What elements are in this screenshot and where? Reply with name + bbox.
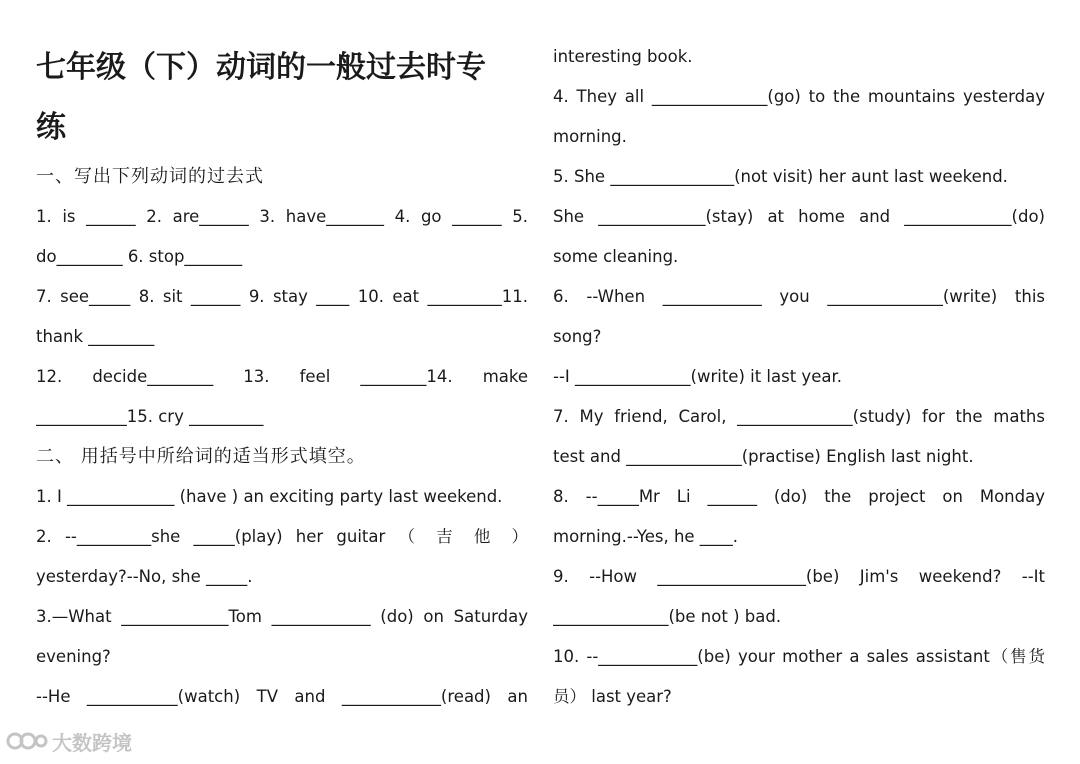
exercise-line: 8. --_____Mr Li ______ (do) the project on Monday [553,487,1045,506]
exercise-line: 1. I _____________ (have ) an exciting party last weekend. [36,487,503,506]
exercise-line: interesting book. [553,47,693,66]
exercise-line: 2. --_________she _____(play) her guitar （ 吉 他 ） [36,527,528,546]
exercise-line: morning.--Yes, he ____. [553,527,739,546]
exercise-line: do________ 6. stop_______ [36,247,243,266]
exercise-line: 12. decide________ 13. feel ________14. make [36,367,528,386]
exercise-line: some cleaning. [553,247,679,266]
exercise-line: --He ___________(watch) TV and ____________(read) an [36,687,528,706]
exercise-line: 员） last year? [553,687,672,706]
exercise-line: 4. They all ______________(go) to the mountains yesterday [553,87,1045,106]
exercise-line: ___________15. cry _________ [36,407,264,426]
page-title-line-2: 练 [36,110,66,145]
section-heading-2: 二、 用括号中所给词的适当形式填空。 [36,446,366,467]
watermark [6,728,132,758]
watermark-text: 大数跨境 [52,731,132,755]
exercise-line: 7. see_____ 8. sit ______ 9. stay ____ 10. eat _________11. [36,287,528,306]
exercise-line: yesterday?--No, she _____. [36,567,253,586]
exercise-line: 9. --How __________________(be) Jim's weekend? --It [553,567,1045,586]
exercise-line: thank ________ [36,327,155,346]
exercise-line: 6. --When ____________ you ______________(write) this [553,287,1045,306]
section-heading-1: 一、写出下列动词的过去式 [36,166,264,187]
logo-icon [6,729,48,761]
exercise-line: song? [553,327,602,346]
exercise-line: 10. --____________(be) your mother a sales assistant（售货 [553,647,1045,666]
exercise-line: --I ______________(write) it last year. [553,367,842,386]
exercise-line: ______________(be not ) bad. [553,607,782,626]
exercise-line: 7. My friend, Carol, ______________(study) for the maths [553,407,1045,426]
exercise-line: morning. [553,127,627,146]
exercise-line: 3.—What _____________Tom ____________ (do) on Saturday [36,607,528,626]
exercise-line: 5. She _______________(not visit) her aunt last weekend. [553,167,1008,186]
exercise-line: 1. is ______ 2. are______ 3. have_______ 4. go ______ 5. [36,207,528,226]
exercise-line: test and ______________(practise) English last night. [553,447,974,466]
exercise-line: She _____________(stay) at home and _____________(do) [553,207,1045,226]
exercise-line: evening? [36,647,111,666]
page-title-line-1: 七年级（下）动词的一般过去时专 [36,50,486,85]
